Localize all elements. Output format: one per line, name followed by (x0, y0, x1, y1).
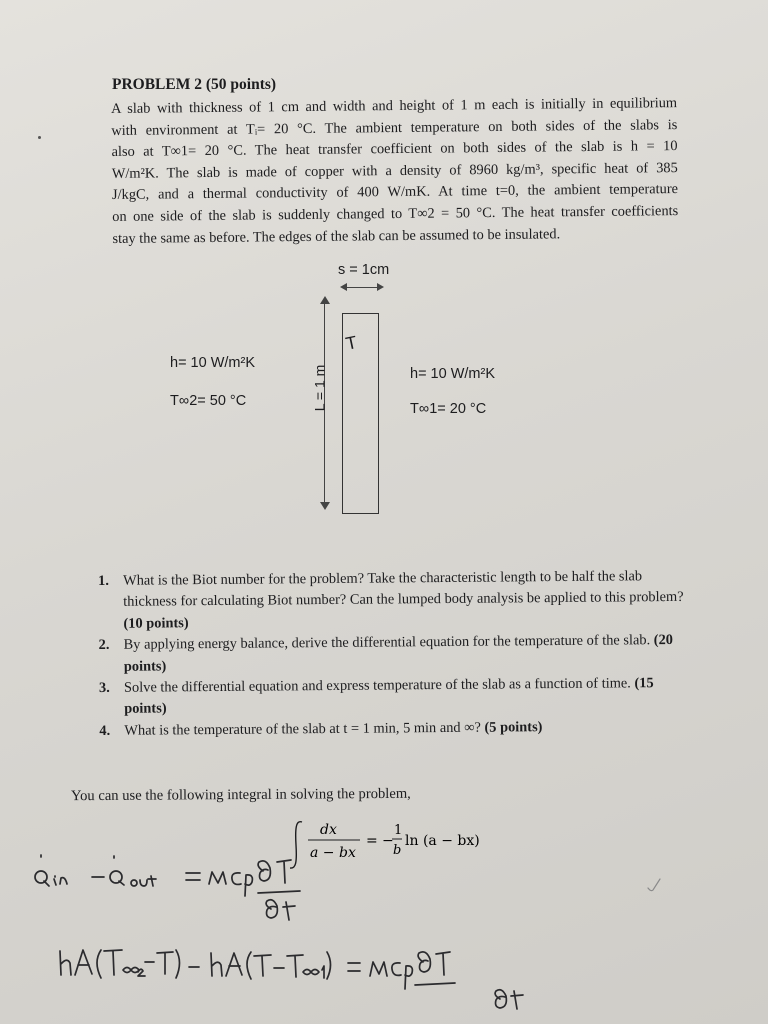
paragraph-line: with environment at Tᵢ= 20 °C. The ambient temperature on both sides of the slabs is (111, 116, 678, 139)
svg-text:=: = (366, 833, 378, 849)
left-T-label: T∞2= 50 °C (170, 393, 247, 409)
integral-denominator: a − bx (310, 845, 356, 861)
handwritten-line2 (60, 950, 523, 1009)
svg-text:−: − (382, 833, 394, 849)
slab-temperature-label: T (343, 332, 359, 354)
problem-title: PROBLEM 2 (50 points) (112, 76, 277, 93)
question-points: (5 points) (484, 718, 543, 736)
integral-intro: You can use the following integral in solving the problem, (70, 785, 411, 805)
rhs-tail: ln (a − bx) (405, 833, 480, 849)
rhs-denominator: b (393, 843, 402, 858)
left-h-label: h= 10 W/m²K (170, 355, 256, 371)
question-text: What is the temperature of the slab at t = 1 min, 5 min and ∞? (124, 719, 481, 739)
question-number: 3. (98, 679, 110, 697)
question-points: (10 points) (123, 615, 189, 632)
right-h-label: h= 10 W/m²K (410, 366, 496, 382)
question-text: What is the Biot number for the problem? Take the characteristic length to be half the slab thickness for calculating Biot number? Can the lumped body analysis be applied to this problem? (123, 568, 684, 611)
question-points: (15 points) (124, 675, 654, 718)
question-points: (20 points) (123, 632, 674, 675)
rhs-numerator: 1 (394, 823, 403, 838)
question-text: By applying energy balance, derive the differential equation for the temperature of the slab. (123, 632, 651, 653)
paragraph-line: also at T∞1= 20 °C. The heat transfer coefficient on both sides of the slab is h = 10 (111, 138, 678, 161)
paragraph-line: W/m²K. The slab is made of copper with a density of 8960 kg/m³, specific heat of 385 (111, 159, 678, 182)
paragraph-line: J/kgC, and a thermal conductivity of 400 W/mK. At time t=0, the ambient temperature (111, 181, 679, 204)
question-text: Solve the differential equation and express temperature of the slab as a function of time. (123, 675, 631, 696)
paragraph-line: stay the same as before. The edges of the slab can be assumed to be insulated. (112, 225, 561, 247)
question-number: 2. (98, 637, 110, 654)
thickness-label: s = 1cm (338, 262, 390, 278)
paragraph-line: A slab with thickness of 1 cm and width and height of 1 m each is initially in equilibrium (111, 95, 678, 117)
question-number: 4. (99, 722, 111, 739)
integral-numerator: dx (320, 822, 337, 838)
length-label: L = 1 m (311, 364, 328, 412)
question-number: 1. (98, 572, 109, 589)
handwritten-line1 (35, 855, 300, 920)
check-mark-icon (648, 879, 660, 891)
right-T-label: T∞1= 20 °C (410, 401, 487, 417)
paragraph-line: on one side of the slab is suddenly changed to T∞2 = 50 °C. The heat transfer coefficients (112, 203, 679, 225)
